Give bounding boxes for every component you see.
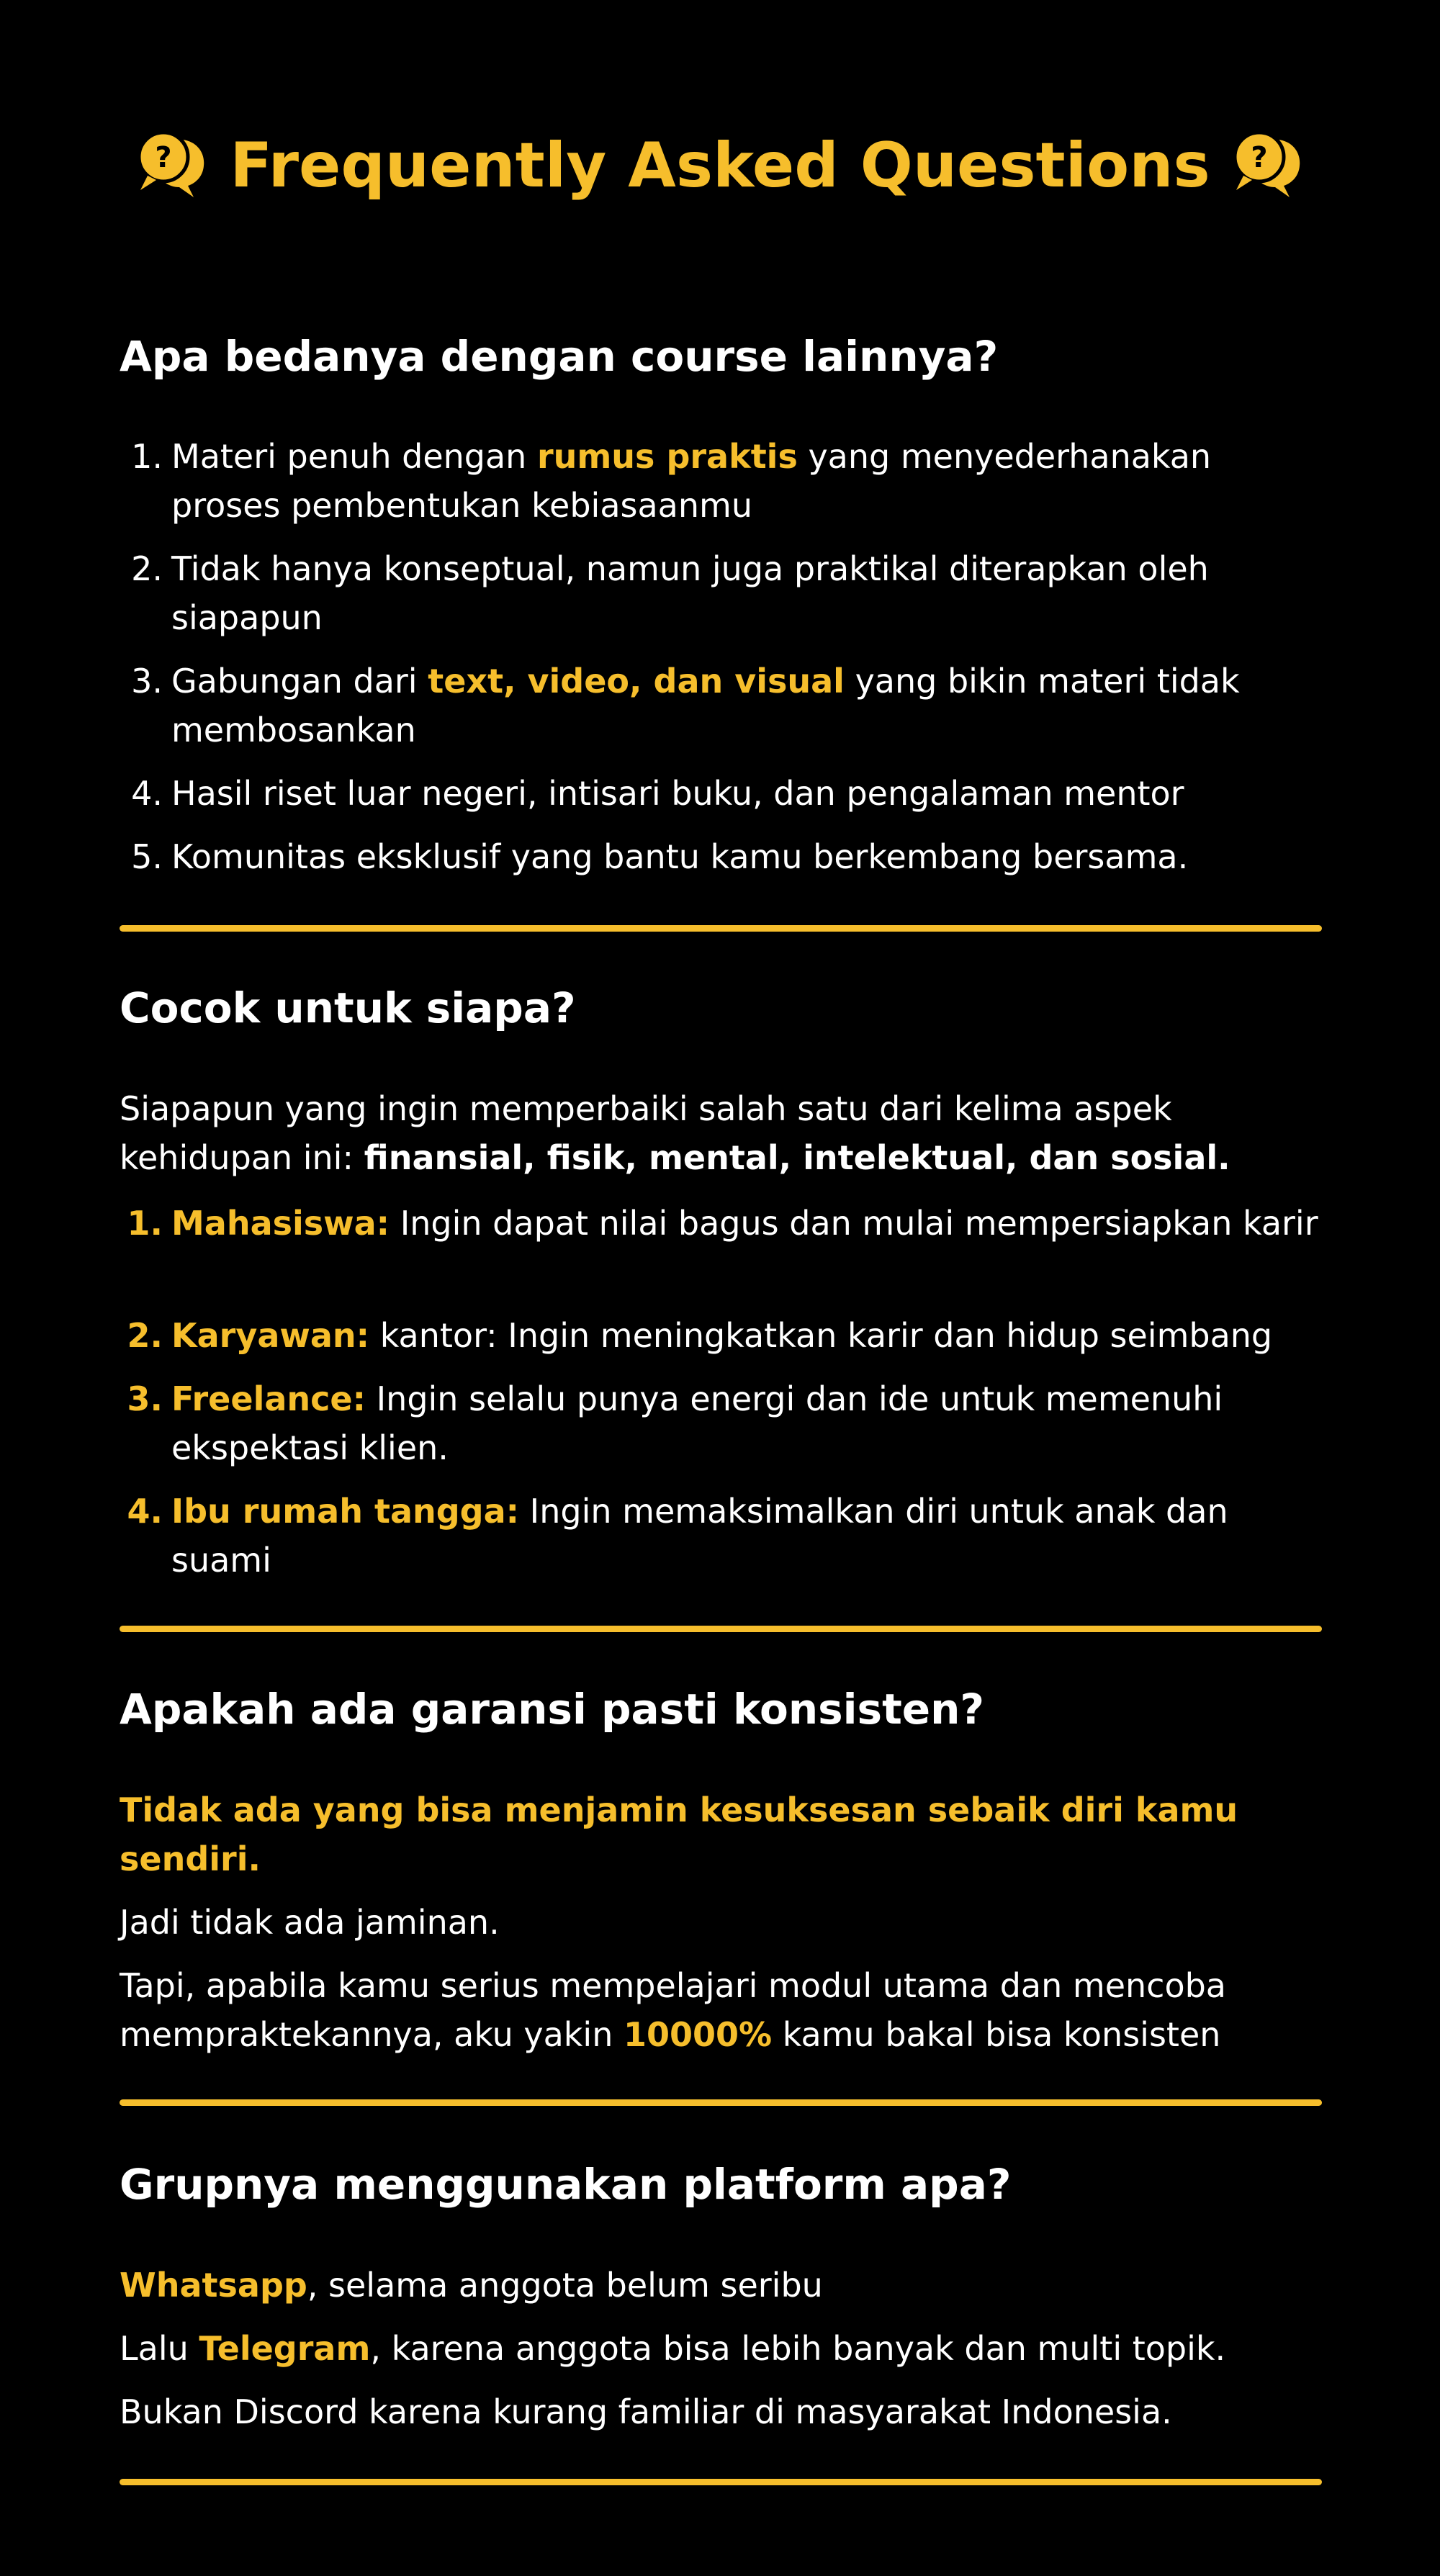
answer-text: Jadi tidak ada jaminan. [120, 1903, 500, 1942]
faq-answer [120, 2261, 1322, 2436]
faq-answer-list [120, 1199, 1322, 1585]
answer-text: Whatsapp, selama anggota belum seribu [120, 2266, 823, 2305]
faq-section-guarantee [120, 1680, 1322, 1738]
faq-section-differences [120, 328, 1322, 385]
list-item: 2. Tidak hanya konseptual, namun juga praktikal diterapkan oleh siapapun [131, 549, 1209, 637]
section-divider [120, 1626, 1322, 1632]
list-item: 3. Gabungan dari text, video, dan visual yang bikin materi tidak membosankan [131, 662, 1240, 749]
list-item: 2. Karyawan: kantor: Ingin meningkatkan karir dan hidup seimbang [127, 1316, 1273, 1355]
list-item: 1. Mahasiswa: Ingin dapat nilai bagus dan mulai mempersiapkan karir [127, 1204, 1318, 1243]
list-item: 1. Materi penuh dengan rumus praktis yang menyederhanakan proses pembentukan kebiasaanmu [131, 437, 1212, 525]
faq-question: Cocok untuk siapa? [120, 983, 576, 1032]
faq-answer [120, 1785, 1322, 2059]
faq-answer-intro: Siapapun yang ingin memperbaiki salah satu dari kelima aspek kehidupan ini: finansial, fisik, mental, intelektual, dan sosial. [120, 1089, 1230, 1177]
question-chat-icon [1230, 128, 1305, 203]
list-item: 4. Ibu rumah tangga: Ingin memaksimalkan diri untuk anak dan suami [127, 1492, 1228, 1580]
section-divider [120, 925, 1322, 932]
section-divider [120, 2099, 1322, 2106]
faq-section-audience [120, 979, 1322, 1037]
page-header [0, 122, 1440, 209]
answer-text: Tapi, apabila kamu serius mempelajari modul utama dan mencoba mempraktekannya, aku yakin 10000% kamu bakal bisa konsisten [120, 1966, 1226, 2054]
svg-text:?: ? [1251, 141, 1268, 174]
section-divider [120, 2479, 1322, 2485]
faq-answer-list [120, 432, 1322, 881]
page-title: Frequently Asked Questions [230, 130, 1210, 202]
list-item: 5. Komunitas eksklusif yang bantu kamu berkembang bersama. [131, 837, 1189, 876]
answer-text: Lalu Telegram, karena anggota bisa lebih banyak dan multi topik. [120, 2329, 1226, 2368]
faq-question: Grupnya menggunakan platform apa? [120, 2160, 1012, 2209]
answer-text: Bukan Discord karena kurang familiar di masyarakat Indonesia. [120, 2392, 1172, 2431]
faq-question: Apa bedanya dengan course lainnya? [120, 332, 999, 381]
list-item: 4. Hasil riset luar negeri, intisari buku, dan pengalaman mentor [131, 774, 1184, 813]
faq-section-platform [120, 2156, 1322, 2213]
faq-question: Apakah ada garansi pasti konsisten? [120, 1685, 985, 1734]
question-chat-icon [135, 128, 210, 203]
svg-text:?: ? [155, 141, 172, 174]
list-item: 3. Freelance: Ingin selalu punya energi dan ide untuk memenuhi ekspektasi klien. [127, 1379, 1223, 1467]
answer-highlight: Tidak ada yang bisa menjamin kesuksesan sebaik diri kamu sendiri. [120, 1791, 1238, 1878]
